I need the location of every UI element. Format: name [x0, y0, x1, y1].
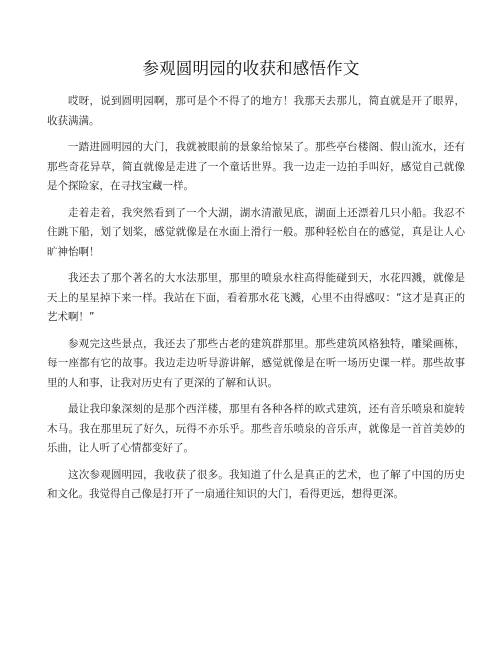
document-title: 参观圆明园的收获和感悟作文: [142, 59, 360, 78]
paragraph: 这次参观圆明园，我收获了很多。我知道了什么是真正的艺术，也了解了中国的历史和文化。我觉得自己像是打开了一扇通往知识的大门，看得更远，想得更深。: [47, 468, 465, 500]
paragraph: 哎呀，说到圆明园啊，那可是个不得了的地方！我那天去那儿，简直就是开了眼界，收获满满。: [47, 95, 465, 127]
paragraph: 参观完这些景点，我还去了那些古老的建筑群那里。那些建筑风格独特，雕梁画栋，每一座都有它的故事。我边走边听导游讲解，感觉就像是在听一场历史课一样。那些故事里的人和事，让我对历史有了更深的了解和认识。: [47, 337, 465, 389]
paragraph: 我还去了那个著名的大水法那里，那里的喷泉水柱高得能碰到天，水花四溅，就像是天上的星星掉下来一样。我站在下面，看着那水花飞溅，心里不由得感叹：“这才是真正的艺术啊！”: [47, 272, 465, 323]
paragraph: 一踏进圆明园的大门，我就被眼前的景象给惊呆了。那些亭台楼阁、假山流水，还有那些奇花异草，简直就像是走进了一个童话世界。我一边走一边拍手叫好，感觉自己就像是个探险家，在寻找宝藏一样。: [47, 141, 465, 192]
paragraph: 最让我印象深刻的是那个西洋楼，那里有各种各样的欧式建筑，还有音乐喷泉和旋转木马。我在那里玩了好久，玩得不亦乐乎。那些音乐喷泉的音乐声，就像是一首首美妙的乐曲，让人听了心情都变好了。: [47, 403, 465, 454]
document-body: [47, 92, 465, 512]
paragraph: 走着走着，我突然看到了一个大湖，湖水清澈见底，湖面上还漂着几只小船。我忍不住跳下船，划了划桨，感觉就像是在水面上滑行一般。那种轻松自在的感觉，真是让人心旷神怡啊！: [47, 206, 465, 258]
